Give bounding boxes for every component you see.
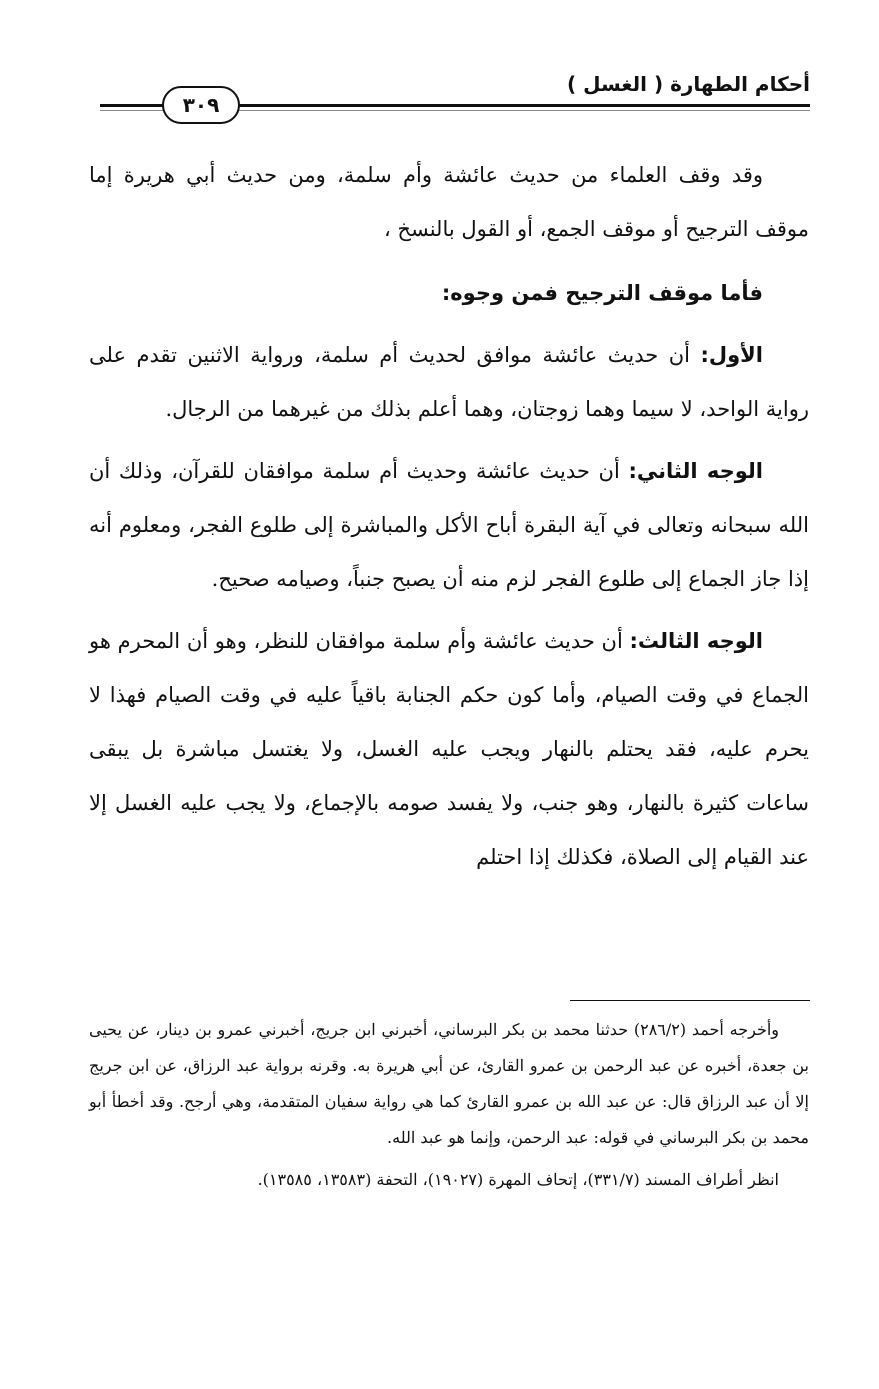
main-text bbox=[89, 148, 809, 892]
intro-paragraph: وقد وقف العلماء من حديث عائشة وأم سلمة، ومن حديث أبي هريرة إما موقف الترجيح أو موقف الجمع، أو القول بالنسخ ، bbox=[89, 163, 809, 241]
paragraph-first-text: أن حديث عائشة موافق لحديث أم سلمة، ورواية الاثنين تقدم على رواية الواحد، لا سيما وهما زوجتان، وهما أعلم بذلك من غيرهما من الرجال. bbox=[89, 343, 809, 421]
paragraph-first bbox=[89, 328, 809, 436]
paragraph-third bbox=[89, 614, 809, 884]
running-title: أحكام الطهارة ( الغسل ) bbox=[567, 72, 810, 96]
paragraph-first-lead: الأول: bbox=[700, 343, 763, 367]
paragraph-third-lead: الوجه الثالث: bbox=[629, 629, 763, 653]
paragraph-second-text: أن حديث عائشة وحديث أم سلمة موافقان للقرآن، وذلك أن الله سبحانه وتعالى في آية البقرة أباح الأكل والمباشرة إلى طلوع الفجر، ومعلوم أنه إذا جاز الجماع إلى طلوع الفجر لزم منه أن يصبح جنباً، وصيامه صحيح. bbox=[89, 459, 809, 591]
section-heading: فأما موقف الترجيح فمن وجوه: bbox=[441, 281, 763, 305]
footnote-2: انظر أطراف المسند (٣٣١/٧)، إتحاف المهرة (١٩٠٢٧)، التحفة (١٣٥٨٣، ١٣٥٨٥). bbox=[257, 1170, 779, 1189]
footnotes bbox=[89, 1012, 809, 1204]
page-number: ٣٠٩ bbox=[162, 86, 240, 124]
paragraph-second bbox=[89, 444, 809, 606]
page-header bbox=[100, 62, 810, 122]
paragraph-second-lead: الوجه الثاني: bbox=[628, 459, 763, 483]
paragraph-third-text: أن حديث عائشة وأم سلمة موافقان للنظر، وهو أن المحرم هو الجماع في وقت الصيام، وأما كون حكم الجنابة باقياً عليه في وقت الصيام فهذا لا يحرم عليه، فقد يحتلم بالنهار ويجب عليه الغسل، ولا يغتسل مباشرة بل يبقى ساعات كثيرة بالنهار، وهو جنب، ولا يفسد صومه بالإجماع، ولا يجب عليه الغسل إلا عند القيام إلى الصلاة، فكذلك إذا احتلم bbox=[89, 629, 809, 869]
footnote-1: وأخرجه أحمد (٢٨٦/٢) حدثنا محمد بن بكر البرساني، أخبرني ابن جريج، أخبرني عمرو بن دينار، عن يحيى بن جعدة، أخبره عن عبد الرحمن بن عمرو القارئ، عن أبي هريرة به. وقرنه برواية عبد الرزاق، عن ابن جريج إلا أن عبد الرزاق قال: عن عبد الله بن عمرو القارئ كما هي رواية سفيان المتقدمة، وهي أرجح. وقد أخطأ أبو محمد بن بكر البرساني في قوله: عبد الرحمن، وإنما هو عبد الله. bbox=[89, 1020, 809, 1147]
footnote-separator bbox=[570, 1000, 810, 1001]
